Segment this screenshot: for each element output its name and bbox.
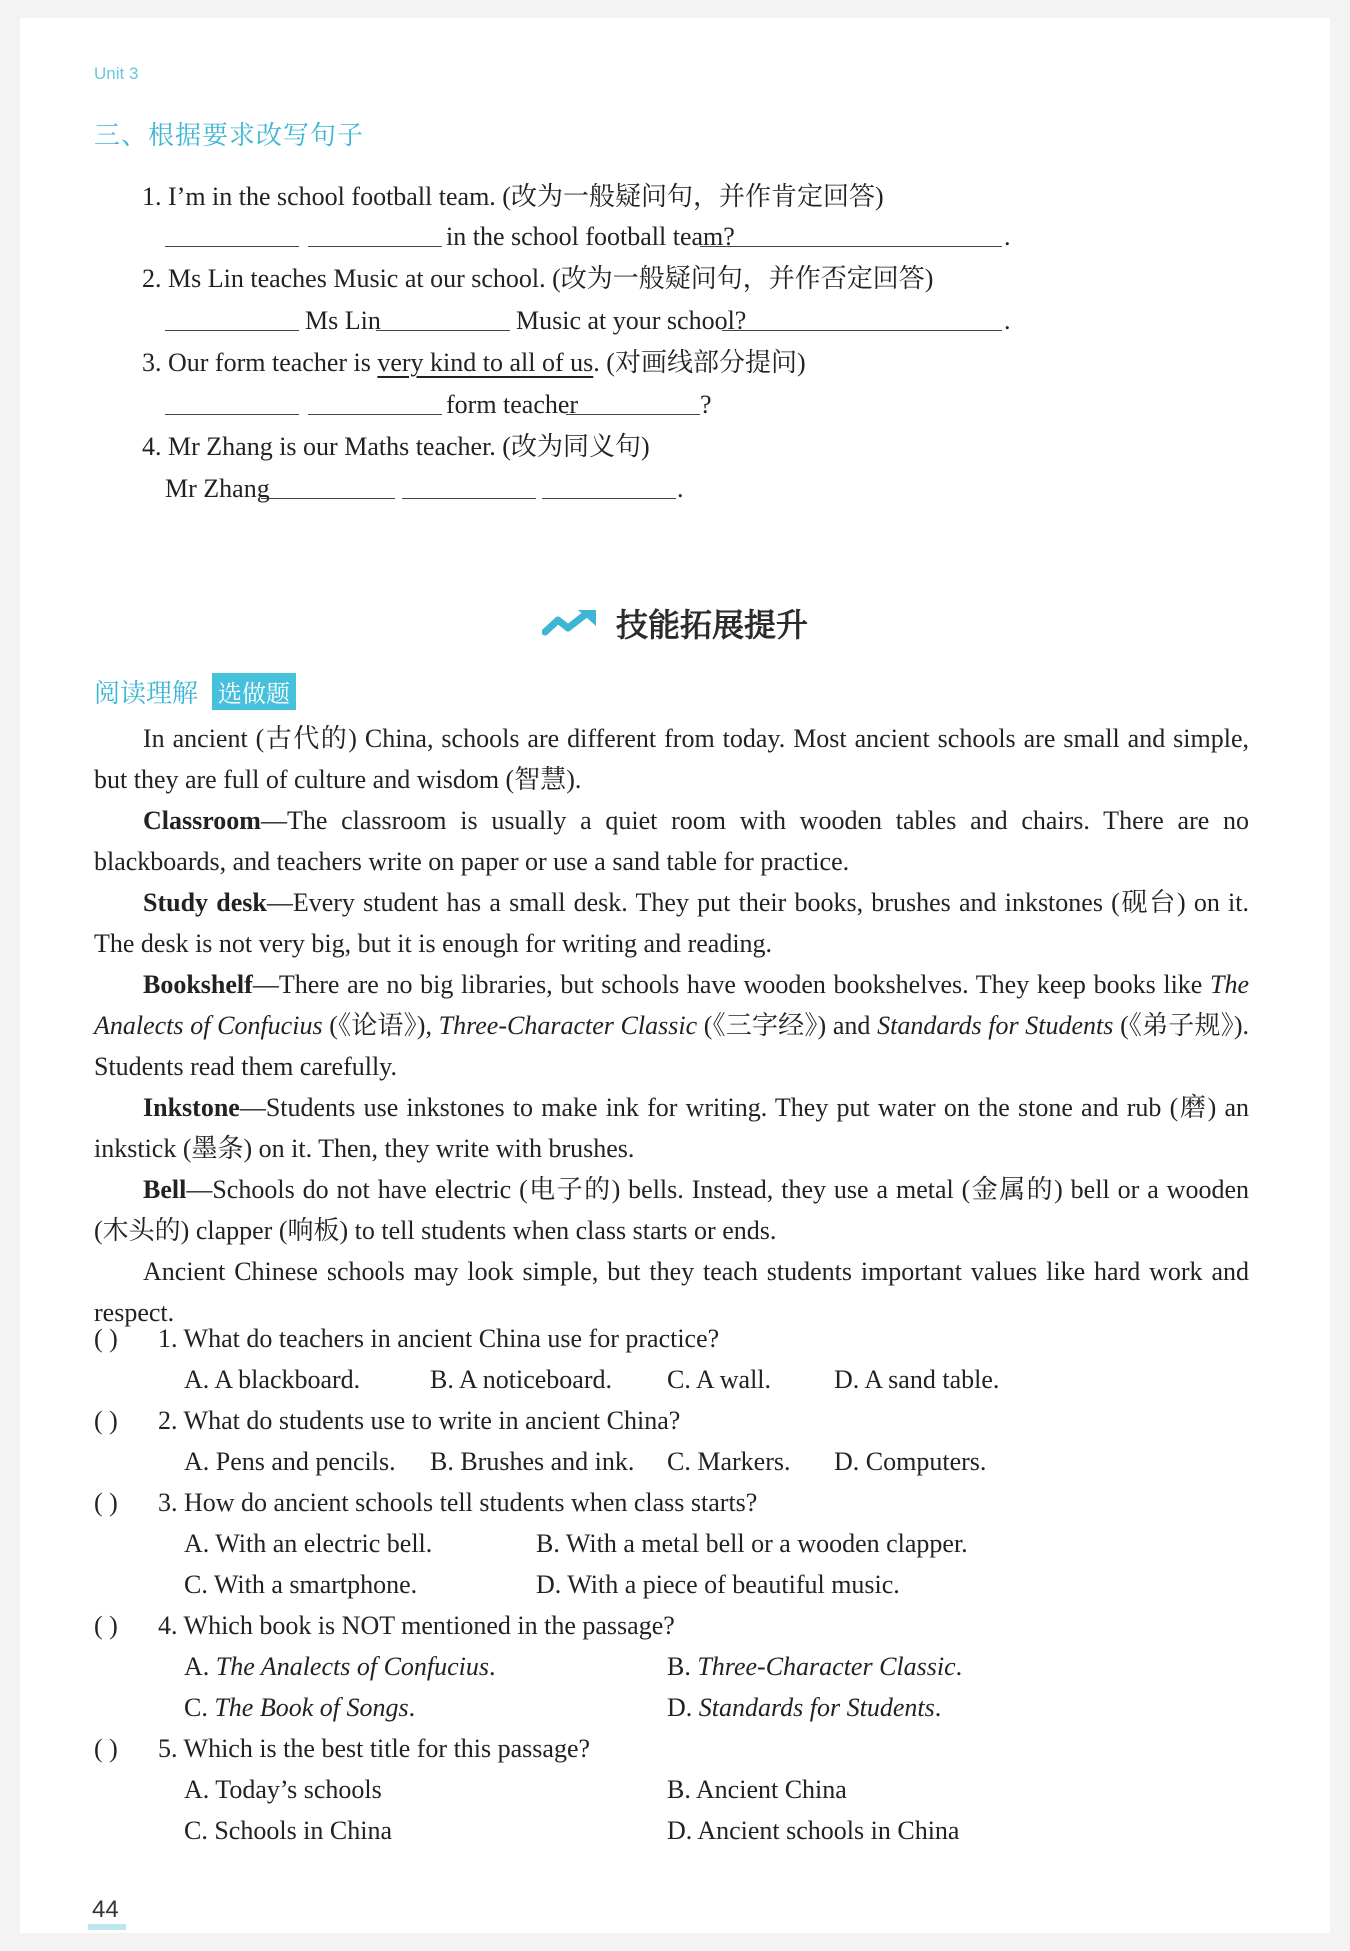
shelf-text-c: (《三字经》) and bbox=[697, 1011, 878, 1040]
q4-end: . bbox=[677, 474, 684, 503]
q3-prompt-a: 3. Our form teacher is bbox=[142, 348, 378, 377]
mcq-4-option-b[interactable]: B. Three-Character Classic. bbox=[667, 1652, 963, 1681]
page-number: 44 bbox=[92, 1896, 119, 1923]
passage-closing: Ancient Chinese schools may look simple, but they teach students important values like hard work and respect. bbox=[94, 1257, 1249, 1327]
mcq-1-option-c[interactable]: C. A wall. bbox=[667, 1365, 772, 1394]
q3-blank-2[interactable] bbox=[308, 414, 442, 415]
bell-text: —Schools do not have electric (电子的) bells. Instead, they use a metal (金属的) bell or a wooden (木头的) clapper (响板) to tell students when class starts or ends. bbox=[94, 1175, 1249, 1245]
q1-blank-1[interactable] bbox=[165, 246, 299, 247]
q4-prompt: 4. Mr Zhang is our Maths teacher. (改为同义句) bbox=[142, 432, 650, 461]
q2-text-a: Ms Lin bbox=[305, 306, 381, 335]
classroom-text: —The classroom is usually a quiet room with wooden tables and chairs. There are no blackboards, and teachers write on paper or use a sand table for practice. bbox=[94, 806, 1249, 876]
passage-inkstone bbox=[94, 1087, 1249, 1169]
mcq-4-option-d-title: Standards for Students bbox=[698, 1693, 935, 1722]
q3-end: ? bbox=[700, 390, 712, 419]
reading-passage bbox=[94, 718, 1249, 1333]
unit-label: Unit 3 bbox=[94, 64, 139, 83]
q4-blank-1[interactable] bbox=[261, 498, 395, 499]
page bbox=[20, 18, 1330, 1933]
q1-prompt: 1. I’m in the school football team. (改为一般疑问句，并作肯定回答) bbox=[142, 182, 884, 211]
banner-title: 技能拓展提升 bbox=[615, 606, 808, 644]
ink-text: —Students use inkstones to make ink for writing. They put water on the stone and rub (磨) an inkstick (墨条) on it. Then, they write with brushes. bbox=[94, 1093, 1249, 1163]
q2-text-b: Music at your school? bbox=[516, 306, 747, 335]
passage-bell bbox=[94, 1169, 1249, 1251]
q2-blank-1[interactable] bbox=[165, 330, 299, 331]
mcq-4-option-d[interactable]: D. Standards for Students. bbox=[667, 1693, 942, 1722]
mcq-5-question: 5. Which is the best title for this passage? bbox=[158, 1734, 591, 1763]
mcq-3-option-d[interactable]: D. With a piece of beautiful music. bbox=[536, 1570, 900, 1599]
passage-intro: In ancient (古代的) China, schools are different from today. Most ancient schools are small and simple, but they are full of culture and wisdom (智慧). bbox=[94, 724, 1249, 794]
shelf-text-a: —There are no big libraries, but schools have wooden bookshelves. They keep books like bbox=[252, 970, 1210, 999]
mcq-2-paren[interactable]: ( ) bbox=[94, 1406, 118, 1435]
mcq-5-option-b[interactable]: B. Ancient China bbox=[667, 1775, 847, 1804]
mcq-4-paren[interactable]: ( ) bbox=[94, 1611, 118, 1640]
reading-heading bbox=[94, 673, 296, 710]
term-study-desk: Study desk bbox=[143, 888, 267, 917]
mcq-4-option-d-letter: D. bbox=[667, 1693, 693, 1722]
q4-start: Mr Zhang bbox=[165, 474, 270, 503]
mcq-3-option-c[interactable]: C. With a smartphone. bbox=[184, 1570, 418, 1599]
mcq-5-option-c[interactable]: C. Schools in China bbox=[184, 1816, 393, 1845]
mcq-5-paren[interactable]: ( ) bbox=[94, 1734, 118, 1763]
mcq-4-option-b-letter: B. bbox=[667, 1652, 691, 1681]
q3-prompt bbox=[142, 350, 806, 376]
term-classroom: Classroom bbox=[143, 806, 261, 835]
skills-banner bbox=[20, 600, 1330, 644]
q1-end: . bbox=[1004, 222, 1011, 251]
mcq-4-option-c[interactable]: C. The Book of Songs. bbox=[184, 1693, 416, 1722]
mcq-3-option-a[interactable]: A. With an electric bell. bbox=[184, 1529, 433, 1558]
passage-classroom bbox=[94, 800, 1249, 882]
q2-prompt: 2. Ms Lin teaches Music at our school. (改为一般疑问句，并作否定回答) bbox=[142, 264, 934, 293]
q4-blank-3[interactable] bbox=[542, 498, 676, 499]
mcq-4-option-a-letter: A. bbox=[184, 1652, 210, 1681]
term-bell: Bell bbox=[143, 1175, 187, 1204]
mcq-2-question: 2. What do students use to write in ancient China? bbox=[158, 1406, 681, 1435]
mcq-5-option-d[interactable]: D. Ancient schools in China bbox=[667, 1816, 960, 1845]
desk-text: —Every student has a small desk. They put their books, brushes and inkstones (砚台) on it. The desk is not very big, but it is enough for writing and reading. bbox=[94, 888, 1249, 958]
term-inkstone: Inkstone bbox=[143, 1093, 240, 1122]
mcq-4-option-c-title: The Book of Songs bbox=[214, 1693, 409, 1722]
page-number-underline bbox=[88, 1924, 126, 1930]
book-title-3: Standards for Students bbox=[877, 1011, 1114, 1040]
mcq-2-option-c[interactable]: C. Markers. bbox=[667, 1447, 791, 1476]
mcq-3-question: 3. How do ancient schools tell students when class starts? bbox=[158, 1488, 758, 1517]
book-title-2: Three-Character Classic bbox=[438, 1011, 698, 1040]
book-title-1: The Analects of Confucius bbox=[94, 970, 1249, 1040]
mcq-1-option-b[interactable]: B. A noticeboard. bbox=[430, 1365, 612, 1394]
section-heading: 三、根据要求改写句子 bbox=[94, 121, 365, 151]
q3-underlined-part: very kind to all of us bbox=[377, 348, 594, 377]
q1-blank-3[interactable] bbox=[700, 246, 1002, 247]
q2-end: . bbox=[1004, 306, 1011, 335]
reading-title: 阅读理解 bbox=[94, 679, 199, 709]
q2-blank-2[interactable] bbox=[376, 330, 510, 331]
q3-blank-3[interactable] bbox=[566, 414, 700, 415]
mcq-1-option-d[interactable]: D. A sand table. bbox=[834, 1365, 1000, 1394]
q1-mid-text: in the school football team? bbox=[446, 222, 735, 251]
mcq-3-option-b[interactable]: B. With a metal bell or a wooden clapper. bbox=[536, 1529, 968, 1558]
mcq-4-question: 4. Which book is NOT mentioned in the passage? bbox=[158, 1611, 675, 1640]
passage-desk bbox=[94, 882, 1249, 964]
mcq-1-paren[interactable]: ( ) bbox=[94, 1324, 118, 1353]
term-bookshelf: Bookshelf bbox=[143, 970, 253, 999]
mcq-1-option-a[interactable]: A. A blackboard. bbox=[184, 1365, 361, 1394]
passage-bookshelf bbox=[94, 964, 1249, 1087]
mcq-4-option-a-title: The Analects of Confucius bbox=[215, 1652, 490, 1681]
trend-up-arrow-icon bbox=[542, 608, 598, 638]
q3-blank-1[interactable] bbox=[165, 414, 299, 415]
q3-mid-text: form teacher bbox=[446, 390, 579, 419]
q2-blank-3[interactable] bbox=[722, 330, 1002, 331]
mcq-4-option-a[interactable]: A. The Analects of Confucius. bbox=[184, 1652, 496, 1681]
shelf-text-d: (《弟子规》). Students read them carefully. bbox=[94, 1011, 1249, 1081]
optional-tag: 选做题 bbox=[212, 673, 296, 710]
mcq-2-option-d[interactable]: D. Computers. bbox=[834, 1447, 987, 1476]
q1-blank-2[interactable] bbox=[308, 246, 442, 247]
mcq-1-question: 1. What do teachers in ancient China use for practice? bbox=[158, 1324, 720, 1353]
mcq-4-option-c-letter: C. bbox=[184, 1693, 208, 1722]
mcq-2-option-b[interactable]: B. Brushes and ink. bbox=[430, 1447, 635, 1476]
mcq-5-option-a[interactable]: A. Today’s schools bbox=[184, 1775, 382, 1804]
q3-prompt-b: . (对画线部分提问) bbox=[593, 348, 806, 377]
q4-blank-2[interactable] bbox=[402, 498, 536, 499]
mcq-3-paren[interactable]: ( ) bbox=[94, 1488, 118, 1517]
mcq-2-option-a[interactable]: A. Pens and pencils. bbox=[184, 1447, 396, 1476]
shelf-text-b: (《论语》), bbox=[322, 1011, 439, 1040]
mcq-4-option-b-title: Three-Character Classic bbox=[697, 1652, 956, 1681]
